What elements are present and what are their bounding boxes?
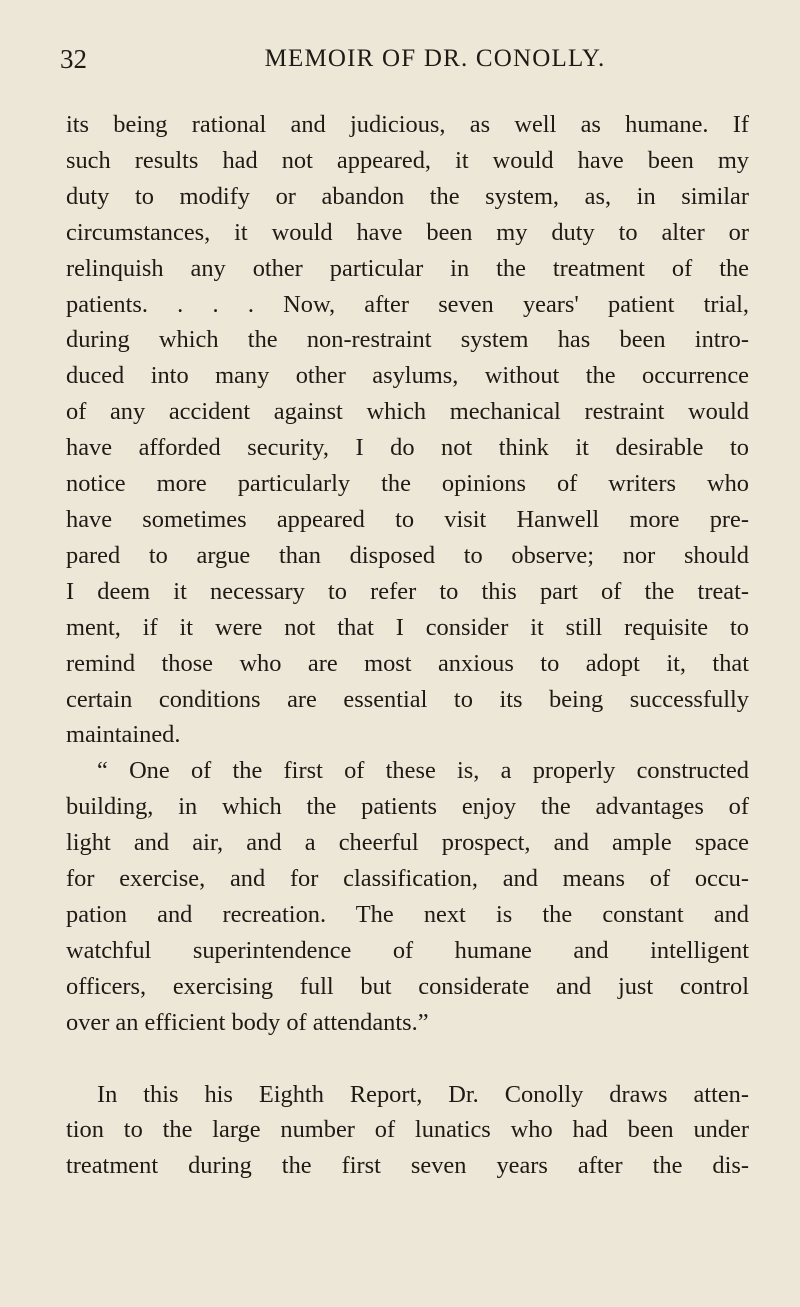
text-line: pared to argue than disposed to observe; nor should [66,541,749,569]
text-line: over an efficient body of attendants.” [66,1008,429,1036]
text-line: tion to the large number of lunatics who had been under [66,1116,749,1144]
text-line: “ One of the first of these is, a properly constructed [97,757,749,785]
text-line: for exercise, and for classification, and means of occu- [66,865,749,893]
body-text [66,107,749,1184]
paragraph [66,1077,749,1185]
text-line: notice more particularly the opinions of writers who [66,470,749,498]
text-line: officers, exercising full but considerate and just control [66,972,749,1000]
running-title: MEMOIR OF DR. CONOLLY. [264,45,606,72]
text-line: during which the non-restraint system has been intro- [66,326,749,354]
text-line: circumstances, it would have been my duty to alter or [66,218,749,246]
text-line: light and air, and a cheerful prospect, and ample space [66,829,749,857]
paragraph-spacer [66,1041,749,1077]
text-line: of any accident against which mechanical restraint would [66,398,749,426]
text-line: have sometimes appeared to visit Hanwell more pre- [66,505,749,533]
text-line: I deem it necessary to refer to this part of the treat- [66,577,749,605]
text-line: treatment during the first seven years after the dis- [66,1152,749,1180]
text-line: duty to modify or abandon the system, as, in similar [66,182,749,210]
text-line: such results had not appeared, it would have been my [66,146,749,174]
running-head [60,42,750,76]
text-line: pation and recreation. The next is the constant and [66,900,749,928]
text-line: In this his Eighth Report, Dr. Conolly draws atten- [97,1080,749,1108]
quoted-paragraph [66,753,749,1040]
text-line: ment, if it were not that I consider it still requisite to [66,613,749,641]
text-line: duced into many other asylums, without the occurrence [66,362,749,390]
text-line: building, in which the patients enjoy the advantages of [66,793,749,821]
text-line: relinquish any other particular in the treatment of the [66,254,749,282]
text-line: patients. . . . Now, after seven years' patient trial, [66,290,749,318]
paragraph-continuation [66,107,749,753]
text-line: maintained. [66,721,181,749]
text-line: certain conditions are essential to its being successfully [66,685,749,713]
text-line: remind those who are most anxious to adopt it, that [66,649,749,677]
text-line: have afforded security, I do not think it desirable to [66,434,749,462]
page-number: 32 [60,44,87,74]
text-line: watchful superintendence of humane and intelligent [66,936,749,964]
text-line: its being rational and judicious, as well as humane. If [66,111,749,138]
